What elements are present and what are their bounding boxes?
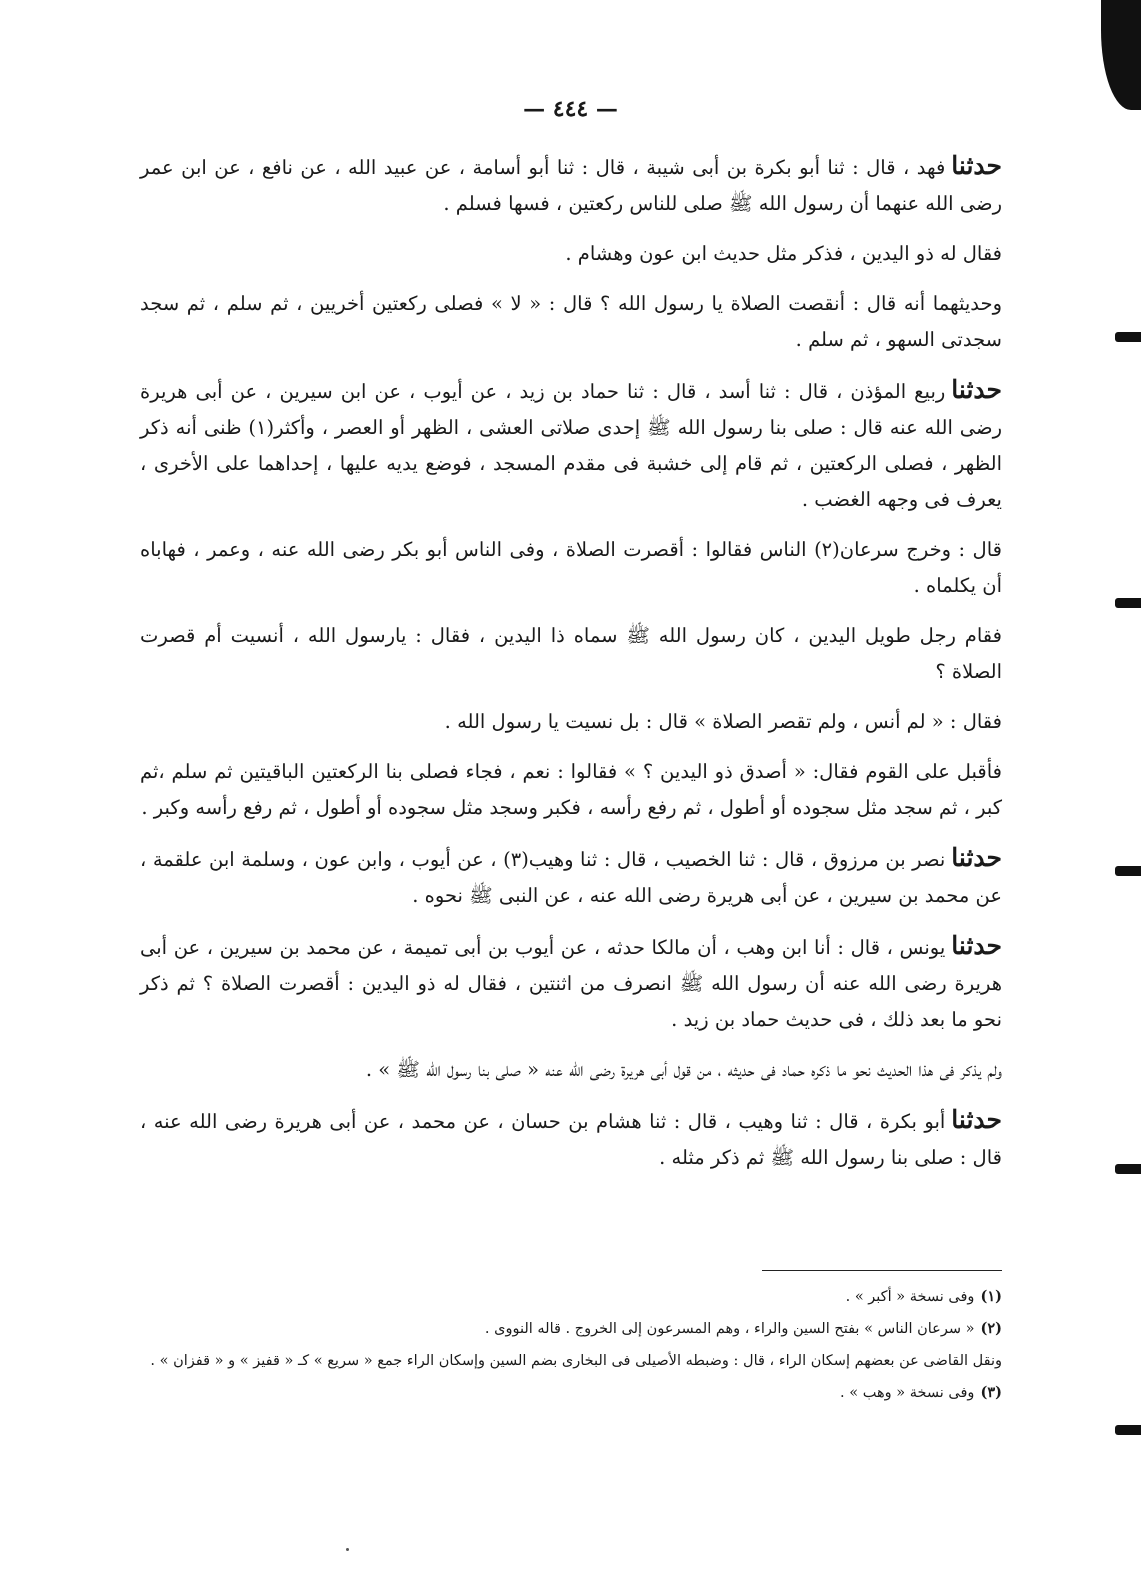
scan-speck: [346, 1548, 349, 1551]
main-text: [140, 148, 1002, 1190]
paragraph-text: أبو بكرة ، قال : ثنا وهيب ، قال : ثنا هشام بن حسان ، عن محمد ، عن أبى هريرة رضى الله عنه ، قال : صلى بنا رسول الله ﷺ ثم ذكر مثله .: [140, 1110, 1002, 1169]
paragraph-lead-word: حدثنا: [951, 1105, 1002, 1134]
paragraph-lead-word: حدثنا: [951, 151, 1002, 180]
footnote-text: وفى نسخة « وهب » .: [840, 1385, 975, 1401]
paragraph: [140, 1052, 1002, 1088]
paragraph-text: فأقبل على القوم فقال: « أصدق ذو اليدين ؟ » فقالوا : نعم ، فجاء فصلى بنا الركعتين الباقيتين ثم سلم ،ثم كبر ، ثم سجد مثل سجوده أو أطول ، ثم رفع رأسه ، فكبر وسجد مثل سجوده أو أطول ، ثم رفع رأسه وكبر .: [140, 760, 1002, 819]
paragraph: [140, 618, 1002, 690]
paragraph-text: يونس ، قال : أنا ابن وهب ، أن مالكا حدثه ، عن أيوب بن أبى تميمة ، عن محمد بن سيرين ، عن أبى هريرة رضى الله عنه أن رسول الله ﷺ انصرف من اثنتين ، فقال له ذو اليدين : أقصرت الصلاة ؟ ثم ذكر نحو ما بعد ذلك ، فى حديث حماد بن زيد .: [140, 936, 1002, 1031]
footnote-rule: [762, 1270, 1002, 1271]
footnote: [140, 1382, 1002, 1404]
paragraph: [140, 286, 1002, 358]
footnote-number: (٢): [980, 1320, 1002, 1337]
paragraph-text: ربيع المؤذن ، قال : ثنا أسد ، قال : ثنا حماد بن زيد ، عن أيوب ، عن ابن سيرين ، عن أبى هريرة رضى الله عنه قال : صلى بنا رسول الله ﷺ إحدى صلاتى العشى ، الظهر أو العصر ، وأكثر(١) ظنى أنه ذكر الظهر ، فصلى الركعتين ، ثم قام إلى خشبة فى مقدم المسجد ، فوضع يديه عليها ، إحداهما على الأخرى ، يعرف فى وجهه الغضب .: [140, 380, 1002, 511]
paragraph: [140, 148, 1002, 222]
paragraph-text: فقال له ذو اليدين ، فذكر مثل حديث ابن عون وهشام .: [565, 242, 1002, 265]
paragraph-text: فقال : « لم أنس ، ولم تقصر الصلاة » قال : بل نسيت يا رسول الله .: [444, 710, 1002, 733]
paragraph-text: فقام رجل طويل اليدين ، كان رسول الله ﷺ سماه ذا اليدين ، فقال : يارسول الله ، أنسيت أم قصرت الصلاة ؟: [140, 624, 1002, 683]
paragraph: [140, 372, 1002, 518]
paragraph: [140, 840, 1002, 914]
footnote: [140, 1286, 1002, 1308]
paragraph-text: فهد ، قال : ثنا أبو بكرة بن أبى شيبة ، قال : ثنا أبو أسامة ، عن عبيد الله ، عن نافع ، عن ابن عمر رضى الله عنهما أن رسول الله ﷺ صلى للناس ركعتين ، فسها فسلم .: [140, 156, 1002, 215]
footnote-number: (١): [980, 1288, 1002, 1305]
paragraph: [140, 928, 1002, 1038]
footnote-number: (٣): [980, 1384, 1002, 1401]
footnote: [140, 1318, 1002, 1340]
paragraph-lead-word: حدثنا: [951, 843, 1002, 872]
footnote-text: ونقل القاضى عن بعضهم إسكان الراء ، قال : وضبطه الأصيلى فى البخارى بضم السين وإسكان الراء جمع « سريع » كـ « قفيز » و « قفزان » .: [150, 1353, 1002, 1369]
paragraph-text: نصر بن مرزوق ، قال : ثنا الخصيب ، قال : ثنا وهيب(٣) ، عن أيوب ، وابن عون ، وسلمة ابن علقمة ، عن محمد بن سيرين ، عن أبى هريرة رضى الله عنه ، عن النبى ﷺ نحوه .: [140, 848, 1002, 907]
paragraph: [140, 754, 1002, 826]
paragraph-lead-word: حدثنا: [951, 375, 1002, 404]
scan-edge-shadow: [1101, 0, 1141, 110]
paragraph-text: ولم يذكر فى هذا الحديث نحو ما ذكره حماد فى حديثه ، من قول أبى هريرة رضى الله عنه « صلى بنا رسول الله ﷺ » .: [365, 1058, 1002, 1081]
footnote-list: [140, 1286, 1002, 1414]
scan-edge-mark: [1115, 1425, 1141, 1435]
paragraph: [140, 532, 1002, 604]
footnote-text: « سرعان الناس » بفتح السين والراء ، وهم المسرعون إلى الخروج . قاله النووى .: [484, 1321, 975, 1337]
paragraph: [140, 1102, 1002, 1176]
footnote-text: وفى نسخة « أكبر » .: [845, 1289, 975, 1305]
scan-edge-mark: [1115, 598, 1141, 608]
paragraph-text: قال : وخرج سرعان(٢) الناس فقالوا : أقصرت الصلاة ، وفى الناس أبو بكر رضى الله عنه ، وعمر ، فهاباه أن يكلماه .: [140, 538, 1002, 597]
paragraph: [140, 704, 1002, 740]
page-number: — ٤٤٤ —: [523, 96, 618, 122]
scan-edge-mark: [1115, 866, 1141, 876]
scan-edge-mark: [1115, 1164, 1141, 1174]
scan-edge-mark: [1115, 332, 1141, 342]
footnote: [140, 1350, 1002, 1372]
paragraph-lead-word: حدثنا: [951, 931, 1002, 960]
paragraph-text: وحديثهما أنه قال : أنقصت الصلاة يا رسول الله ؟ قال : « لا » فصلى ركعتين أخريين ، ثم سلم ، ثم سجد سجدتى السهو ، ثم سلم .: [140, 292, 1002, 351]
paragraph: [140, 236, 1002, 272]
